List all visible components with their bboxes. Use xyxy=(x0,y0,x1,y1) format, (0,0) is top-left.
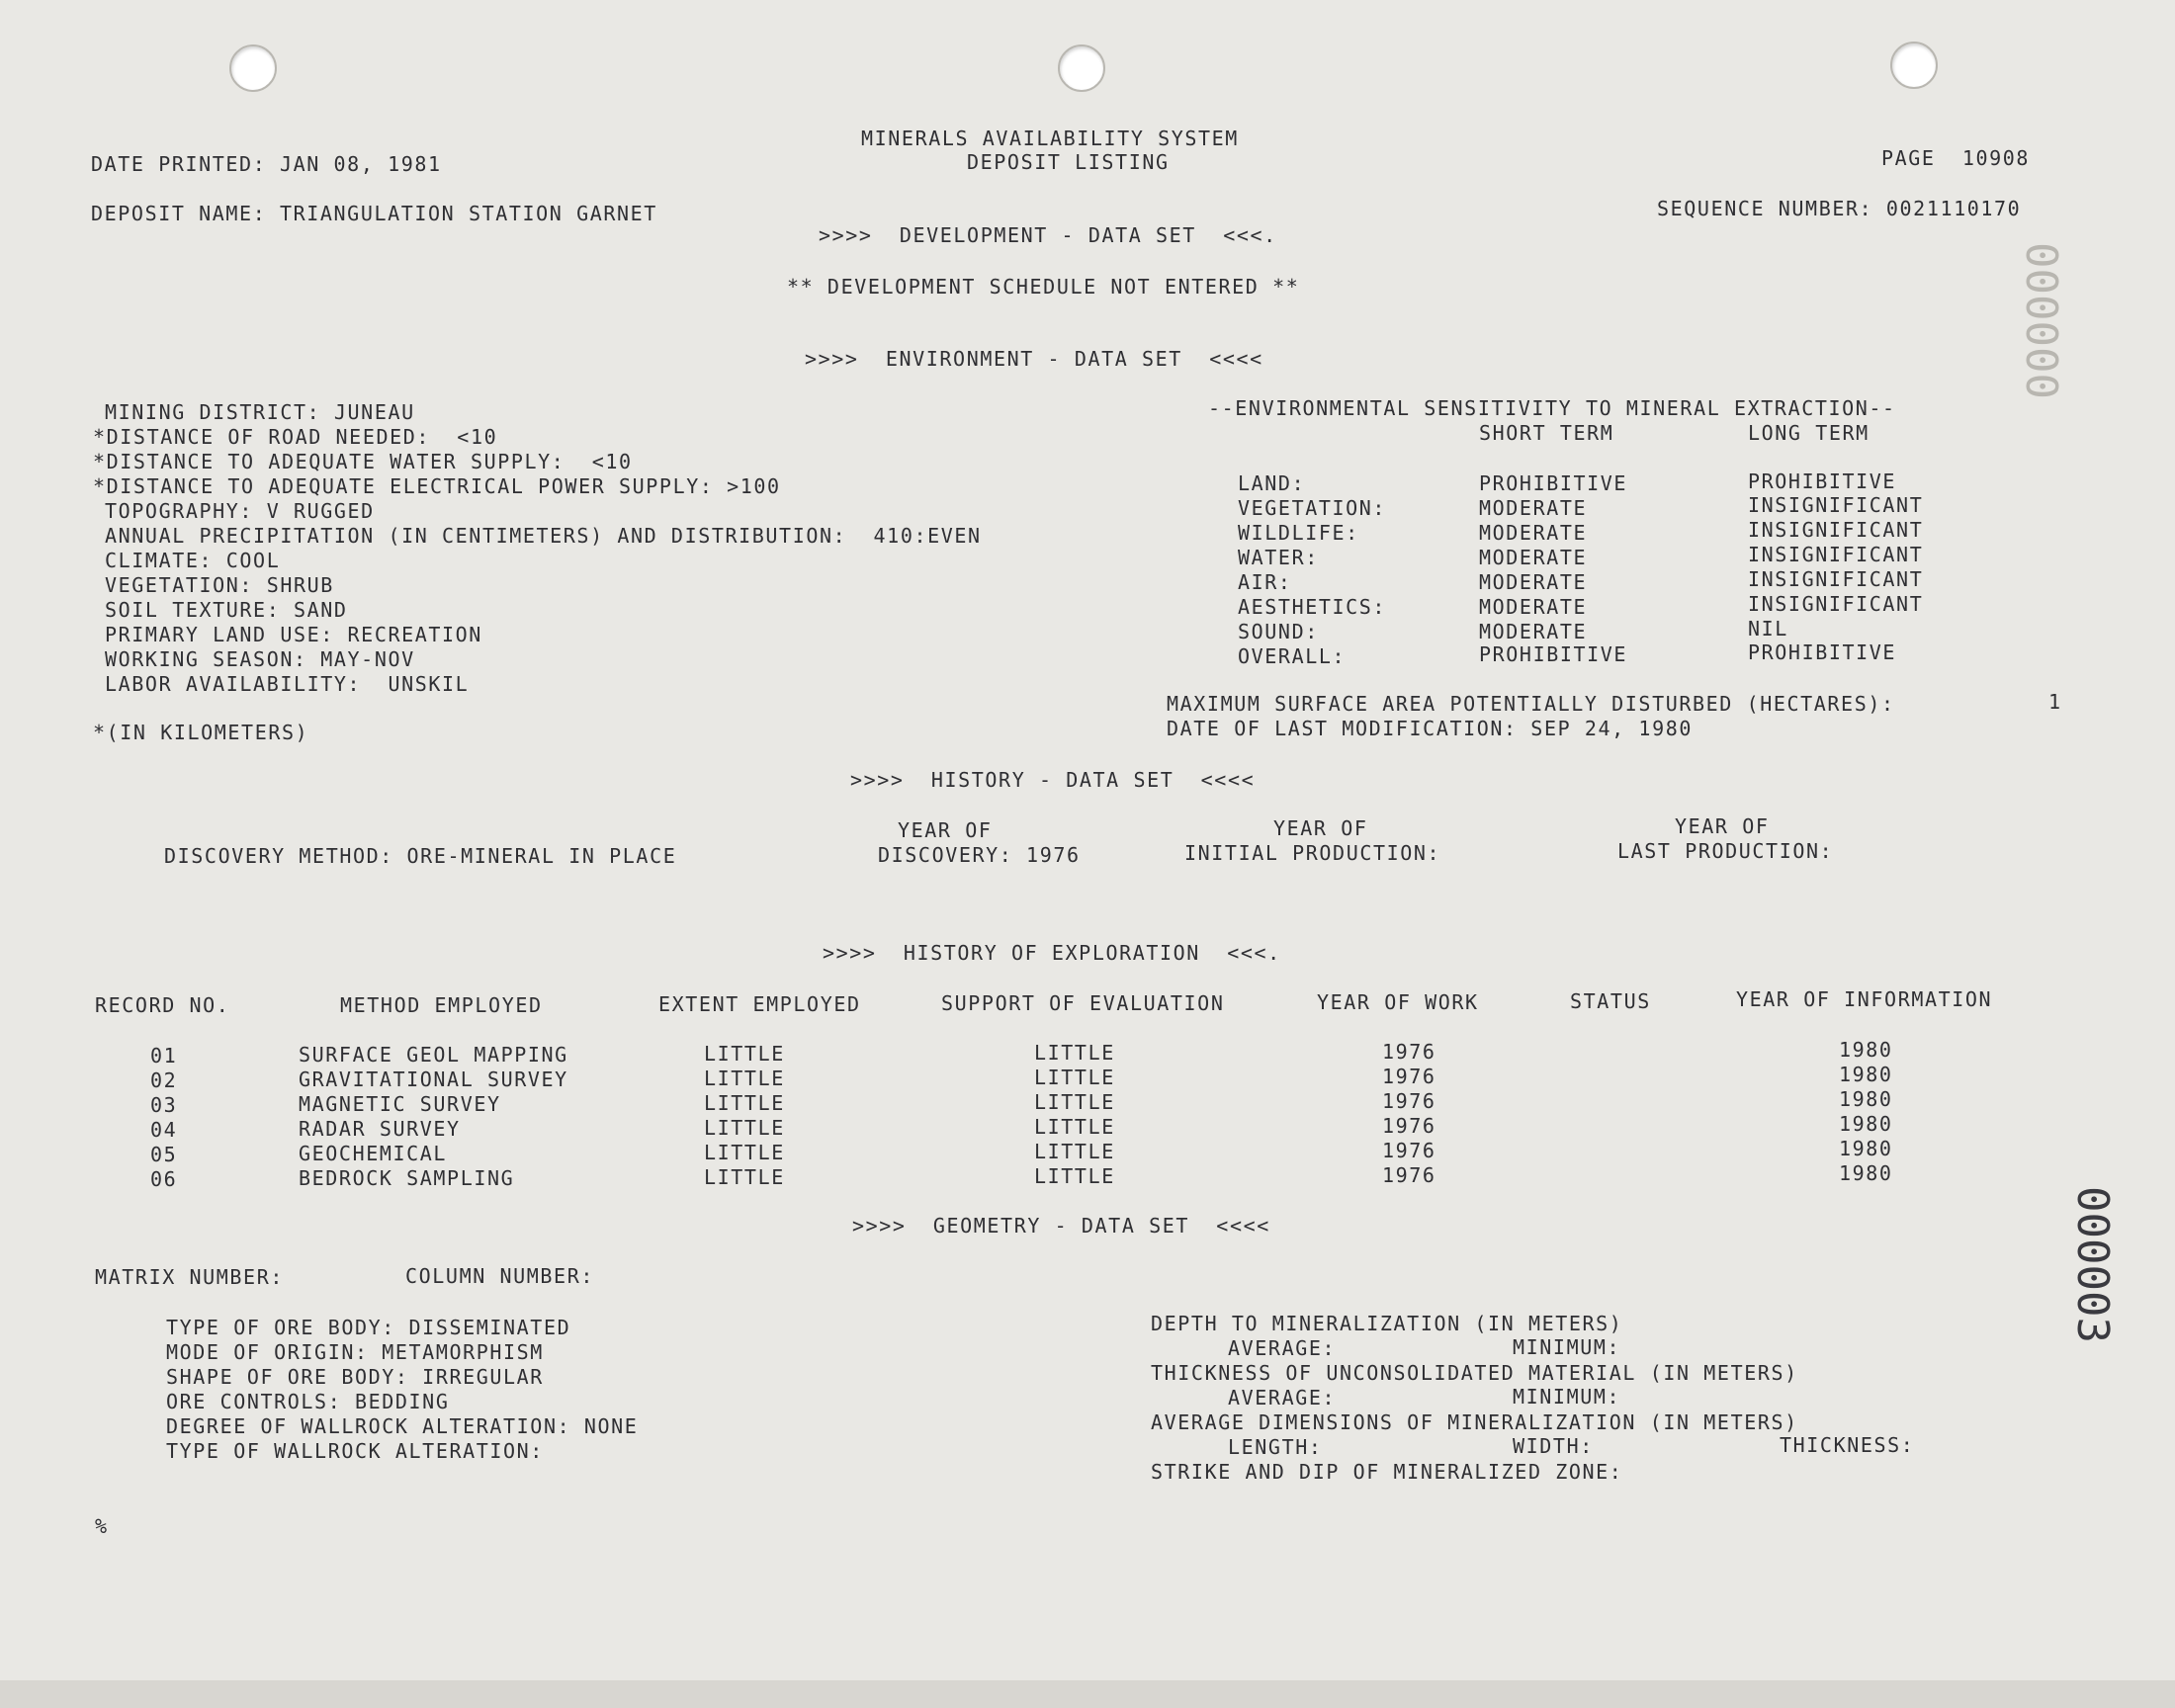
sensitivity-long: INSIGNIFICANT xyxy=(1748,493,1924,517)
year-of-work: 1976 xyxy=(1382,1040,1436,1064)
env-field: WORKING SEASON: MAY-NOV xyxy=(105,647,415,671)
geometry-heading: >>>> GEOMETRY - DATA SET <<<< xyxy=(852,1214,1270,1238)
sensitivity-title: --ENVIRONMENTAL SENSITIVITY TO MINERAL EXTRACTION-- xyxy=(1208,396,1896,420)
discovery-method: DISCOVERY METHOD: ORE-MINERAL IN PLACE xyxy=(164,844,677,868)
year-of-work: 1976 xyxy=(1382,1089,1436,1113)
extent-employed: LITTLE xyxy=(704,1165,785,1189)
scan-edge xyxy=(0,1680,2175,1708)
extent-employed: LITTLE xyxy=(704,1141,785,1164)
year-of-last-label: YEAR OF xyxy=(1675,814,1770,838)
sensitivity-long: PROHIBITIVE xyxy=(1748,470,1897,493)
depth-average: AVERAGE: xyxy=(1228,1336,1337,1360)
deposit-name: DEPOSIT NAME: TRIANGULATION STATION GARNET xyxy=(91,202,657,225)
dimension-length: LENGTH: xyxy=(1228,1435,1323,1459)
sensitivity-label: WILDLIFE: xyxy=(1238,521,1359,545)
geometry-field: TYPE OF ORE BODY: DISSEMINATED xyxy=(166,1316,571,1339)
binder-hole-right xyxy=(1890,42,1938,89)
frame-number-stamp-bottom: 000003 xyxy=(2067,1186,2118,1343)
sensitivity-short: PROHIBITIVE xyxy=(1479,642,1628,666)
support-of-evaluation: LITTLE xyxy=(1034,1164,1115,1188)
env-field: SOIL TEXTURE: SAND xyxy=(105,598,348,622)
short-term-header: SHORT TERM xyxy=(1479,421,1614,445)
depth-title: DEPTH TO MINERALIZATION (IN METERS) xyxy=(1151,1312,1623,1335)
record-number: 04 xyxy=(150,1118,178,1142)
environment-heading: >>>> ENVIRONMENT - DATA SET <<<< xyxy=(805,347,1263,371)
record-number: 06 xyxy=(150,1167,178,1191)
env-field: VEGETATION: SHRUB xyxy=(105,573,334,597)
support-of-evaluation: LITTLE xyxy=(1034,1140,1115,1163)
env-field: ANNUAL PRECIPITATION (IN CENTIMETERS) AND DISTRIBUTION: 410:EVEN xyxy=(105,524,982,548)
sensitivity-label: AIR: xyxy=(1238,570,1292,594)
column-header: SUPPORT OF EVALUATION xyxy=(941,991,1225,1015)
year-of-information: 1980 xyxy=(1839,1161,1893,1185)
support-of-evaluation: LITTLE xyxy=(1034,1041,1115,1065)
support-of-evaluation: LITTLE xyxy=(1034,1115,1115,1139)
history-heading: >>>> HISTORY - DATA SET <<<< xyxy=(850,768,1256,792)
year-of-discovery-label: YEAR OF xyxy=(898,818,993,842)
exploration-heading: >>>> HISTORY OF EXPLORATION <<<. xyxy=(823,941,1281,965)
support-of-evaluation: LITTLE xyxy=(1034,1090,1115,1114)
last-production: LAST PRODUCTION: xyxy=(1617,839,1834,863)
method-employed: SURFACE GEOL MAPPING xyxy=(299,1043,568,1067)
geometry-field: ORE CONTROLS: BEDDING xyxy=(166,1390,450,1413)
column-header: STATUS xyxy=(1570,989,1651,1013)
env-field: CLIMATE: COOL xyxy=(105,549,281,572)
frame-number-stamp-top: 000000 xyxy=(2016,242,2066,399)
sensitivity-short: PROHIBITIVE xyxy=(1479,471,1628,495)
column-header: METHOD EMPLOYED xyxy=(340,993,543,1017)
year-of-information: 1980 xyxy=(1839,1038,1893,1062)
max-surface-area-value: 1 xyxy=(2048,690,2062,714)
record-number: 03 xyxy=(150,1093,178,1117)
date-printed: DATE PRINTED: JAN 08, 1981 xyxy=(91,152,442,176)
sensitivity-label: OVERALL: xyxy=(1238,644,1347,668)
thickness-minimum: MINIMUM: xyxy=(1513,1385,1621,1409)
env-field: *DISTANCE TO ADEQUATE ELECTRICAL POWER SUPPLY: >100 xyxy=(93,474,781,498)
sensitivity-long: PROHIBITIVE xyxy=(1748,640,1897,664)
year-of-work: 1976 xyxy=(1382,1139,1436,1162)
column-header: EXTENT EMPLOYED xyxy=(658,992,861,1016)
column-header: RECORD NO. xyxy=(95,993,230,1017)
record-number: 01 xyxy=(150,1044,178,1068)
sensitivity-label: VEGETATION: xyxy=(1238,496,1387,520)
long-term-header: LONG TERM xyxy=(1748,421,1870,445)
year-of-information: 1980 xyxy=(1839,1087,1893,1111)
development-note: ** DEVELOPMENT SCHEDULE NOT ENTERED ** xyxy=(787,275,1300,299)
column-header: YEAR OF INFORMATION xyxy=(1736,987,1993,1011)
year-of-work: 1976 xyxy=(1382,1114,1436,1138)
thickness-average: AVERAGE: xyxy=(1228,1386,1337,1409)
end-mark: % xyxy=(95,1514,109,1538)
sensitivity-long: NIL xyxy=(1748,617,1788,640)
year-of-information: 1980 xyxy=(1839,1112,1893,1136)
method-employed: BEDROCK SAMPLING xyxy=(299,1166,515,1190)
sensitivity-short: MODERATE xyxy=(1479,521,1588,545)
record-number: 02 xyxy=(150,1068,178,1092)
last-modification: DATE OF LAST MODIFICATION: SEP 24, 1980 xyxy=(1167,717,1693,740)
sensitivity-label: AESTHETICS: xyxy=(1238,595,1387,619)
sensitivity-long: INSIGNIFICANT xyxy=(1748,543,1924,566)
year-of-information: 1980 xyxy=(1839,1063,1893,1086)
method-employed: GEOCHEMICAL xyxy=(299,1142,448,1165)
extent-employed: LITTLE xyxy=(704,1091,785,1115)
development-heading: >>>> DEVELOPMENT - DATA SET <<<. xyxy=(819,223,1277,247)
extent-employed: LITTLE xyxy=(704,1067,785,1090)
year-of-work: 1976 xyxy=(1382,1163,1436,1187)
sensitivity-long: INSIGNIFICANT xyxy=(1748,567,1924,591)
env-field: *DISTANCE OF ROAD NEEDED: <10 xyxy=(93,425,498,449)
env-field: TOPOGRAPHY: V RUGGED xyxy=(105,499,375,523)
matrix-number: MATRIX NUMBER: xyxy=(95,1265,284,1289)
year-of-information: 1980 xyxy=(1839,1137,1893,1160)
dimension-thickness: THICKNESS: xyxy=(1780,1433,1915,1457)
record-number: 05 xyxy=(150,1143,178,1166)
method-employed: MAGNETIC SURVEY xyxy=(299,1092,501,1116)
initial-production: INITIAL PRODUCTION: xyxy=(1184,841,1441,865)
sensitivity-long: INSIGNIFICANT xyxy=(1748,592,1924,616)
dimension-width: WIDTH: xyxy=(1513,1434,1594,1458)
column-header: YEAR OF WORK xyxy=(1317,990,1479,1014)
sensitivity-short: MODERATE xyxy=(1479,595,1588,619)
method-employed: GRAVITATIONAL SURVEY xyxy=(299,1068,568,1091)
thickness-title: THICKNESS OF UNCONSOLIDATED MATERIAL (IN METERS) xyxy=(1151,1361,1798,1385)
sensitivity-short: MODERATE xyxy=(1479,570,1588,594)
binder-hole-center xyxy=(1058,44,1105,92)
geometry-field: SHAPE OF ORE BODY: IRREGULAR xyxy=(166,1365,544,1389)
method-employed: RADAR SURVEY xyxy=(299,1117,461,1141)
sensitivity-short: MODERATE xyxy=(1479,546,1588,569)
strike-and-dip: STRIKE AND DIP OF MINERALIZED ZONE: xyxy=(1151,1460,1623,1484)
column-number: COLUMN NUMBER: xyxy=(405,1264,594,1288)
extent-employed: LITTLE xyxy=(704,1042,785,1066)
sensitivity-short: MODERATE xyxy=(1479,620,1588,643)
kilometers-footnote: *(IN KILOMETERS) xyxy=(93,721,309,744)
sensitivity-long: INSIGNIFICANT xyxy=(1748,518,1924,542)
year-of-initial-label: YEAR OF xyxy=(1273,816,1368,840)
env-field: LABOR AVAILABILITY: UNSKIL xyxy=(105,672,470,696)
listing-title: DEPOSIT LISTING xyxy=(967,150,1170,174)
max-surface-area: MAXIMUM SURFACE AREA POTENTIALLY DISTURBED (HECTARES): xyxy=(1167,692,1895,716)
system-title: MINERALS AVAILABILITY SYSTEM xyxy=(861,127,1239,150)
sensitivity-short: MODERATE xyxy=(1479,496,1588,520)
sensitivity-label: SOUND: xyxy=(1238,620,1319,643)
env-field: MINING DISTRICT: JUNEAU xyxy=(105,400,415,424)
dimensions-title: AVERAGE DIMENSIONS OF MINERALIZATION (IN METERS) xyxy=(1151,1410,1798,1434)
sensitivity-label: WATER: xyxy=(1238,546,1319,569)
env-field: PRIMARY LAND USE: RECREATION xyxy=(105,623,482,646)
binder-hole-left xyxy=(229,44,277,92)
geometry-field: MODE OF ORIGIN: METAMORPHISM xyxy=(166,1340,544,1364)
sensitivity-label: LAND: xyxy=(1238,471,1306,495)
sequence-number: SEQUENCE NUMBER: 0021110170 xyxy=(1657,197,2022,220)
year-of-work: 1976 xyxy=(1382,1065,1436,1088)
extent-employed: LITTLE xyxy=(704,1116,785,1140)
env-field: *DISTANCE TO ADEQUATE WATER SUPPLY: <10 xyxy=(93,450,633,473)
support-of-evaluation: LITTLE xyxy=(1034,1066,1115,1089)
discovery-year: DISCOVERY: 1976 xyxy=(878,843,1081,867)
geometry-field: DEGREE OF WALLROCK ALTERATION: NONE xyxy=(166,1414,639,1438)
page-number: PAGE 10908 xyxy=(1881,146,2031,170)
geometry-field: TYPE OF WALLROCK ALTERATION: xyxy=(166,1439,544,1463)
depth-minimum: MINIMUM: xyxy=(1513,1335,1621,1359)
